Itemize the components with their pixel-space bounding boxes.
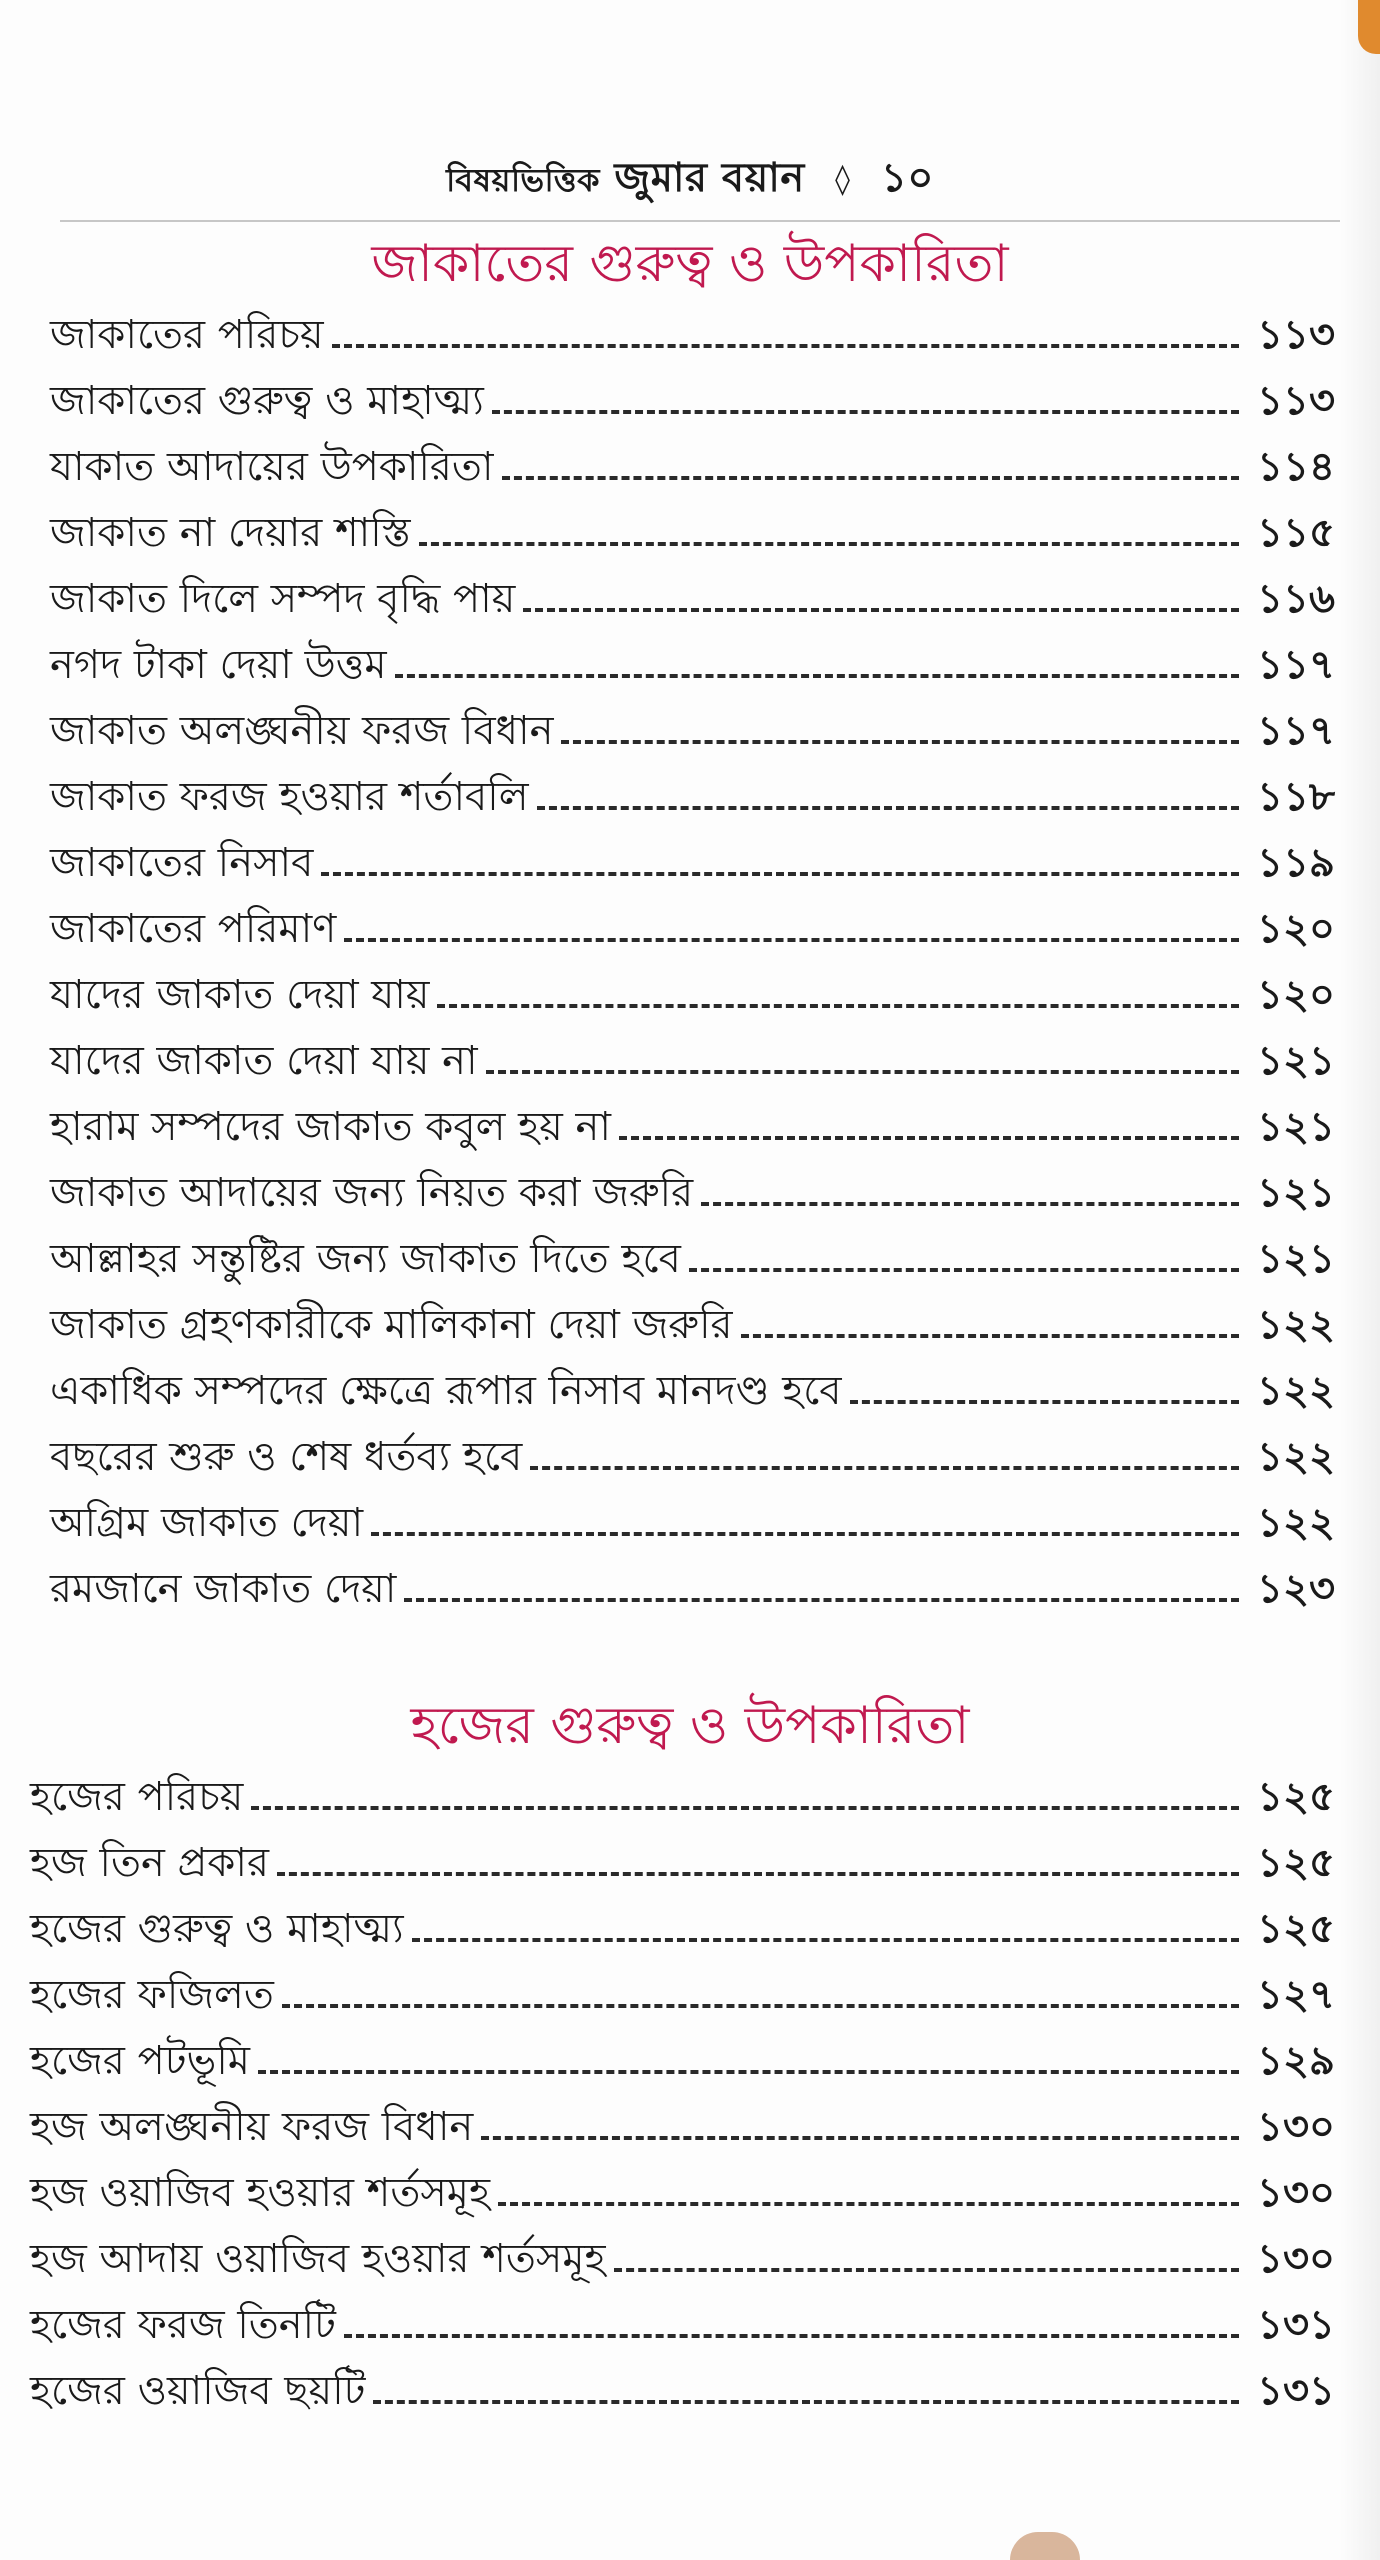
toc-entry-label: হজ তিন প্রকার (30, 1840, 270, 1886)
toc-entry-label: জাকাত গ্রহণকারীকে মালিকানা দেয়া জরুরি (50, 1302, 733, 1348)
toc-entry-label: হজ অলঙ্ঘনীয় ফরজ বিধান (30, 2104, 474, 2150)
toc-dot-leader (492, 410, 1239, 414)
toc-entry-page: ১২৫ (1257, 1840, 1335, 1886)
page-number: ১০ (880, 155, 934, 201)
book-title: জুমার বয়ান (614, 155, 805, 201)
toc-dot-leader (395, 674, 1239, 678)
toc-entry-page: ১২২ (1257, 1500, 1335, 1546)
toc-dot-leader (537, 806, 1239, 810)
toc-entry (30, 1896, 1335, 1962)
toc-dot-leader (498, 2202, 1239, 2206)
toc-entry-label: হজের পটভূমি (30, 2038, 250, 2084)
toc-entry (50, 1424, 1335, 1490)
toc-entry-label: জাকাতের গুরুত্ব ও মাহাত্ম্য (50, 378, 484, 424)
toc-dot-leader (251, 1806, 1239, 1810)
toc-entry-label: জাকাত না দেয়ার শাস্তি (50, 510, 411, 556)
toc-entry (30, 1962, 1335, 2028)
toc-entry-page: ১৩১ (1257, 2302, 1335, 2348)
toc-entry (30, 2160, 1335, 2226)
toc-entry-page: ১৩০ (1257, 2104, 1335, 2150)
toc-dot-leader (486, 1070, 1239, 1074)
toc-entry (30, 2226, 1335, 2292)
toc-entry-page: ১২৫ (1257, 1774, 1335, 1820)
toc-entry-page: ১১৯ (1257, 840, 1335, 886)
toc-entry (30, 2358, 1335, 2424)
toc-entry-label: রমজানে জাকাত দেয়া (50, 1566, 397, 1612)
toc-entry-page: ১২২ (1257, 1368, 1335, 1414)
toc-entry (50, 896, 1335, 962)
toc-entry-label: যাদের জাকাত দেয়া যায় না (50, 1038, 478, 1084)
toc-entry-page: ১২২ (1257, 1302, 1335, 1348)
toc-entry-page: ১২৭ (1257, 1972, 1335, 2018)
toc-entry-page: ১২১ (1257, 1038, 1335, 1084)
toc-entry-label: জাকাতের পরিমাণ (50, 906, 337, 952)
toc-list-zakat (50, 302, 1335, 1622)
toc-entry-page: ১১৩ (1257, 312, 1335, 358)
toc-entry-page: ১৩০ (1257, 2236, 1335, 2282)
section-title-zakat: জাকাতের গুরুত্ব ও উপকারিতা (371, 234, 1009, 294)
toc-entry (50, 1028, 1335, 1094)
toc-dot-leader (619, 1136, 1239, 1140)
toc-entry-label: হারাম সম্পদের জাকাত কবুল হয় না (50, 1104, 611, 1150)
toc-entry-page: ১১৭ (1257, 708, 1335, 754)
toc-dot-leader (282, 2004, 1239, 2008)
corner-tab-mark (1358, 0, 1380, 54)
toc-dot-leader (344, 2334, 1239, 2338)
diamond-separator-icon: ◊ (835, 162, 851, 197)
toc-entry (50, 698, 1335, 764)
toc-dot-leader (277, 1872, 1239, 1876)
toc-entry (50, 830, 1335, 896)
toc-entry-label: আল্লাহর সন্তুষ্টির জন্য জাকাত দিতে হবে (50, 1236, 681, 1282)
toc-entry (30, 1764, 1335, 1830)
toc-entry-page: ১১৩ (1257, 378, 1335, 424)
header-divider (60, 220, 1340, 222)
toc-entry-page: ১১৫ (1257, 510, 1335, 556)
toc-entry-page: ১২৯ (1257, 2038, 1335, 2084)
toc-entry (30, 1830, 1335, 1896)
book-title-prefix: বিষয়ভিত্তিক (446, 161, 600, 199)
toc-entry-page: ১২১ (1257, 1104, 1335, 1150)
toc-entry-page: ১২৫ (1257, 1906, 1335, 1952)
toc-list-hajj (30, 1764, 1335, 2424)
toc-dot-leader (481, 2136, 1239, 2140)
toc-entry (50, 1556, 1335, 1622)
toc-entry (50, 764, 1335, 830)
toc-dot-leader (701, 1202, 1239, 1206)
toc-entry-label: জাকাতের পরিচয় (50, 312, 324, 358)
toc-entry-label: হজ আদায় ওয়াজিব হওয়ার শর্তসমূহ (30, 2236, 606, 2282)
toc-entry-label: হজের ফজিলত (30, 1972, 274, 2018)
toc-dot-leader (561, 740, 1239, 744)
toc-entry (30, 2094, 1335, 2160)
toc-entry-label: যাকাত আদায়ের উপকারিতা (50, 444, 494, 490)
toc-entry (30, 2028, 1335, 2094)
toc-entry (30, 2292, 1335, 2358)
toc-entry (50, 632, 1335, 698)
toc-entry-page: ১১৬ (1257, 576, 1335, 622)
toc-entry-label: হজের ফরজ তিনটি (30, 2302, 336, 2348)
toc-dot-leader (404, 1598, 1239, 1602)
toc-entry-label: হজের পরিচয় (30, 1774, 244, 1820)
toc-dot-leader (332, 344, 1239, 348)
toc-entry (50, 566, 1335, 632)
toc-entry-label: একাধিক সম্পদের ক্ষেত্রে রূপার নিসাব মানদণ্ড হবে (50, 1368, 842, 1414)
toc-dot-leader (741, 1334, 1239, 1338)
toc-entry-label: জাকাত ফরজ হওয়ার শর্তাবলি (50, 774, 529, 820)
toc-entry-label: অগ্রিম জাকাত দেয়া (50, 1500, 364, 1546)
toc-entry (50, 302, 1335, 368)
toc-entry (50, 1094, 1335, 1160)
toc-entry (50, 962, 1335, 1028)
toc-entry-page: ১১৭ (1257, 642, 1335, 688)
toc-entry-label: জাকাত আদায়ের জন্য নিয়ত করা জরুরি (50, 1170, 694, 1216)
toc-entry-page: ১৩০ (1257, 2170, 1335, 2216)
toc-entry (50, 368, 1335, 434)
toc-entry-label: হজ ওয়াজিব হওয়ার শর্তসমূহ (30, 2170, 490, 2216)
toc-entry (50, 1490, 1335, 1556)
toc-entry-label: জাকাতের নিসাব (50, 840, 314, 886)
running-header (0, 148, 1380, 210)
toc-dot-leader (412, 1938, 1239, 1942)
toc-dot-leader (258, 2070, 1239, 2074)
toc-dot-leader (321, 872, 1239, 876)
page-edge-shadow (1340, 0, 1380, 2560)
toc-entry (50, 434, 1335, 500)
toc-entry-page: ১১৪ (1257, 444, 1335, 490)
toc-entry-page: ১২১ (1257, 1170, 1335, 1216)
toc-dot-leader (614, 2268, 1239, 2272)
toc-dot-leader (344, 938, 1239, 942)
toc-entry (50, 1226, 1335, 1292)
toc-dot-leader (689, 1268, 1239, 1272)
toc-dot-leader (419, 542, 1240, 546)
toc-entry-page: ১২০ (1257, 972, 1335, 1018)
toc-dot-leader (523, 608, 1239, 612)
toc-entry (50, 1292, 1335, 1358)
toc-dot-leader (371, 1532, 1239, 1536)
toc-entry-label: বছরের শুরু ও শেষ ধর্তব্য হবে (50, 1434, 523, 1480)
toc-entry-label: হজের ওয়াজিব ছয়টি (30, 2368, 366, 2414)
toc-entry-label: জাকাত দিলে সম্পদ বৃদ্ধি পায় (50, 576, 516, 622)
toc-dot-leader (373, 2400, 1239, 2404)
toc-entry-page: ১২১ (1257, 1236, 1335, 1282)
toc-entry (50, 1160, 1335, 1226)
toc-entry (50, 500, 1335, 566)
toc-entry-page: ১২৩ (1257, 1566, 1335, 1612)
toc-entry-page: ১৩১ (1257, 2368, 1335, 2414)
toc-dot-leader (850, 1400, 1239, 1404)
toc-entry-label: নগদ টাকা দেয়া উত্তম (50, 642, 387, 688)
toc-entry-label: যাদের জাকাত দেয়া যায় (50, 972, 430, 1018)
toc-dot-leader (502, 476, 1239, 480)
bottom-edge-mark (1010, 2532, 1080, 2560)
toc-entry-page: ১২০ (1257, 906, 1335, 952)
toc-dot-leader (530, 1466, 1239, 1470)
toc-entry-label: জাকাত অলঙ্ঘনীয় ফরজ বিধান (50, 708, 554, 754)
toc-entry-page: ১২২ (1257, 1434, 1335, 1480)
toc-entry-page: ১১৮ (1257, 774, 1335, 820)
toc-entry-label: হজের গুরুত্ব ও মাহাত্ম্য (30, 1906, 404, 1952)
section-title-hajj: হজের গুরুত্ব ও উপকারিতা (410, 1696, 970, 1756)
toc-entry (50, 1358, 1335, 1424)
toc-dot-leader (437, 1004, 1239, 1008)
